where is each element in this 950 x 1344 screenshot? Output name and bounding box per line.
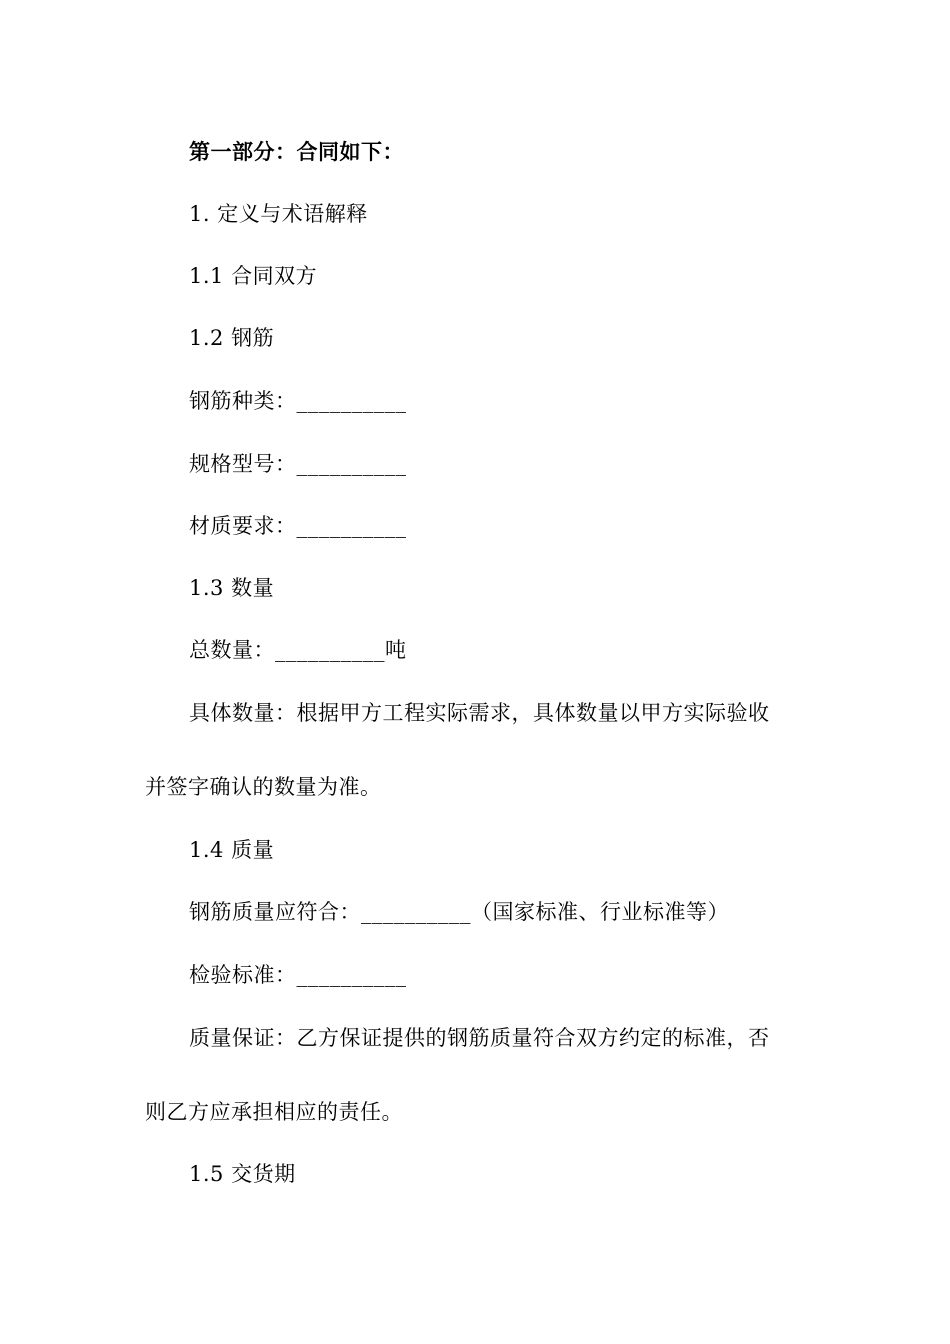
specific-quantity-paragraph-line-2: 并签字确认的数量为准。	[145, 775, 382, 799]
clause-1-title: 1. 定义与术语解释	[189, 202, 368, 226]
spec-model-field: 规格型号：__________	[189, 452, 407, 476]
clause-1-1-title: 1.1 合同双方	[189, 264, 318, 288]
quality-guarantee-paragraph-line-2: 则乙方应承担相应的责任。	[145, 1100, 403, 1124]
section-heading: 第一部分：合同如下：	[189, 139, 404, 164]
inspection-standard-field: 检验标准：__________	[189, 963, 407, 987]
material-requirement-field: 材质要求：__________	[189, 514, 407, 538]
quality-guarantee-paragraph-line-1: 质量保证：乙方保证提供的钢筋质量符合双方约定的标准，否	[189, 1026, 770, 1050]
clause-1-5-title: 1.5 交货期	[189, 1162, 296, 1186]
rebar-type-field: 钢筋种类：__________	[189, 389, 407, 413]
clause-1-3-title: 1.3 数量	[189, 576, 275, 600]
clause-1-4-title: 1.4 质量	[189, 838, 275, 862]
clause-1-2-title: 1.2 钢筋	[189, 326, 275, 350]
specific-quantity-paragraph-line-1: 具体数量：根据甲方工程实际需求，具体数量以甲方实际验收	[189, 701, 770, 725]
quality-standard-field: 钢筋质量应符合：__________（国家标准、行业标准等）	[189, 900, 729, 924]
total-quantity-field: 总数量：__________吨	[189, 638, 407, 662]
